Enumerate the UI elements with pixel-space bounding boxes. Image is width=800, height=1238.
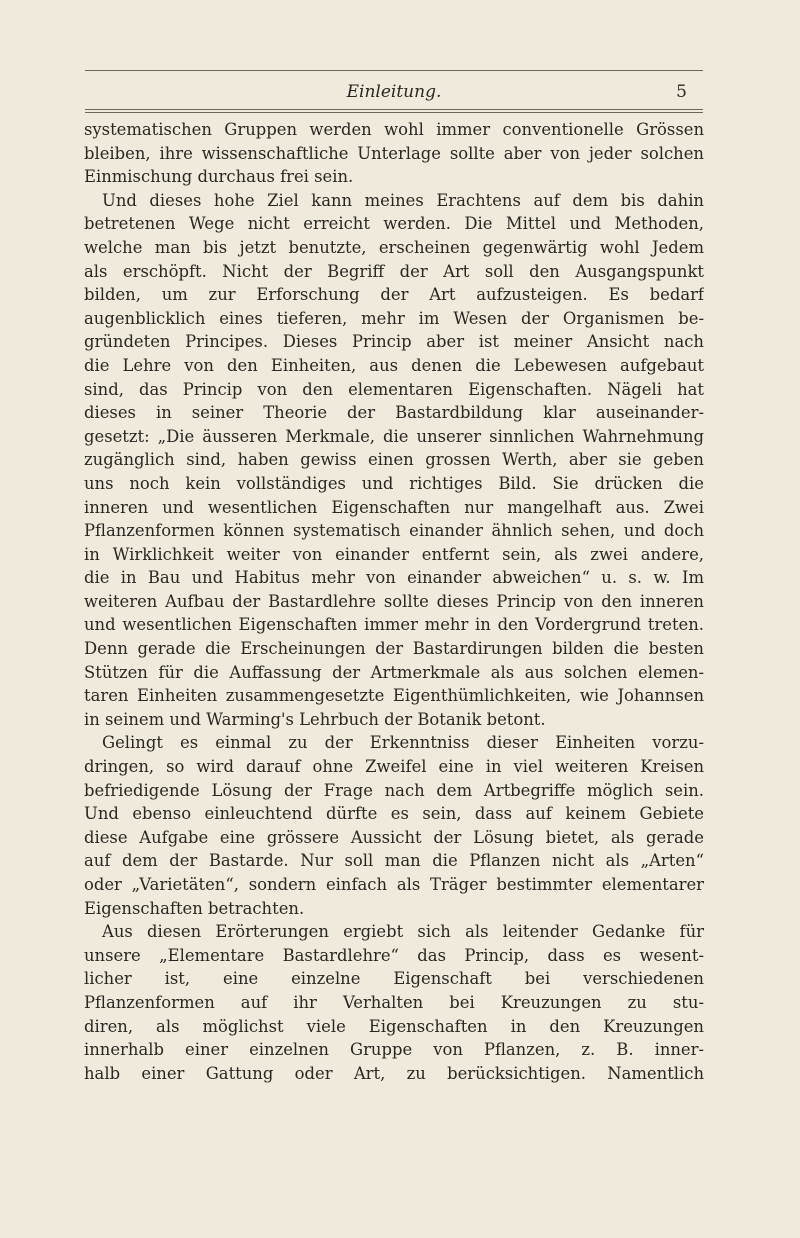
text-line: systematischen Gruppen werden wohl immer conventionelle Grössen (84, 120, 704, 139)
page-header (85, 78, 703, 106)
text-line: taren Einheiten zusammengesetzte Eigenthümlichkeiten, wie Johannsen (84, 686, 704, 706)
text-line: diese Aufgabe eine grössere Aussicht der Lösung bietet, als gerade (84, 827, 704, 847)
text-line: dieses in seiner Theorie der Bastardbildung klar auseinander- (84, 403, 704, 423)
text-line: bleiben, ihre wissenschaftliche Unterlage sollte aber von jeder solchen (84, 143, 704, 163)
text-line: und wesentlichen Eigenschaften immer mehr in den Vordergrund treten. (84, 615, 704, 635)
text-line: auf dem der Bastarde. Nur soll man die Pflanzen nicht als „Arten“ (84, 851, 704, 871)
header-top-rule (85, 70, 703, 71)
text-line: die in Bau und Habitus mehr von einander abweichen“ u. s. w. Im (84, 568, 704, 588)
text-line: befriedigende Lösung der Frage nach dem Artbegriffe möglich sein. (84, 780, 704, 800)
text-line: gesetzt: „Die äusseren Merkmale, die unserer sinnlichen Wahrnehmung (84, 426, 704, 446)
text-line: bilden, um zur Erforschung der Art aufzusteigen. Es bedarf (84, 285, 704, 305)
text-line: als erschöpft. Nicht der Begriff der Art soll den Ausgangspunkt (84, 261, 704, 281)
text-line: weiteren Aufbau der Bastardlehre sollte dieses Princip von den inneren (84, 591, 704, 611)
text-line: Pflanzenformen auf ihr Verhalten bei Kreuzungen zu stu- (84, 992, 704, 1012)
text-line: Gelingt es einmal zu der Erkenntniss dieser Einheiten vorzu- (102, 733, 704, 753)
text-line: diren, als möglichst viele Eigenschaften in den Kreuzungen (84, 1016, 704, 1036)
text-line: gründeten Principes. Dieses Princip aber ist meiner Ansicht nach (84, 332, 704, 352)
text-line: Und dieses hohe Ziel kann meines Erachtens auf dem bis dahin (102, 190, 704, 210)
text-line: Eigenschaften betrachten. (84, 898, 305, 918)
header-double-rule (85, 109, 703, 113)
text-line: unsere „Elementare Bastardlehre“ das Princip, dass es wesent- (84, 945, 704, 965)
text-line: Stützen für die Auffassung der Artmerkmale als aus solchen elemen- (84, 662, 704, 682)
text-line: Und ebenso einleuchtend dürfte es sein, dass auf keinem Gebiete (84, 804, 704, 824)
text-line: in seinem und Warming's Lehrbuch der Botanik betont. (84, 709, 546, 729)
text-line: Aus diesen Erörterungen ergiebt sich als leitender Gedanke für (102, 922, 704, 942)
text-line: inneren und wesentlichen Eigenschaften nur mangelhaft aus. Zwei (84, 497, 704, 517)
text-line: betretenen Wege nicht erreicht werden. Die Mittel und Methoden, (84, 214, 704, 234)
text-line: uns noch kein vollständiges und richtiges Bild. Sie drücken die (84, 473, 704, 493)
body-text (84, 118, 704, 1085)
text-line: halb einer Gattung oder Art, zu berücksichtigen. Namentlich (84, 1063, 704, 1083)
text-line: licher ist, eine einzelne Eigenschaft bei verschiedenen (84, 969, 704, 989)
text-line: Einmischung durchaus frei sein. (84, 167, 354, 187)
text-line: Pflanzenformen können systematisch einander ähnlich sehen, und doch (84, 521, 704, 541)
text-line: zugänglich sind, haben gewiss einen grossen Werth, aber sie geben (84, 450, 704, 470)
text-line: in Wirklichkeit weiter von einander entfernt sein, als zwei andere, (84, 544, 704, 564)
text-line: sind, das Princip von den elementaren Eigenschaften. Nägeli hat (84, 379, 704, 399)
page-number: 5 (676, 82, 687, 102)
text-line: oder „Varietäten“, sondern einfach als Träger bestimmter elementarer (84, 875, 704, 894)
text-line: dringen, so wird darauf ohne Zweifel eine in viel weiteren Kreisen (84, 757, 704, 777)
text-line: die Lehre von den Einheiten, aus denen die Lebewesen aufgebaut (84, 355, 704, 375)
running-title: Einleitung. (346, 82, 442, 102)
text-line: Denn gerade die Erscheinungen der Bastardirungen bilden die besten (84, 639, 704, 659)
text-line: welche man bis jetzt benutzte, erscheinen gegenwärtig wohl Jedem (84, 237, 704, 257)
text-line: innerhalb einer einzelnen Gruppe von Pflanzen, z. B. inner- (84, 1040, 704, 1060)
text-line: augenblicklich eines tieferen, mehr im Wesen der Organismen be- (84, 308, 704, 328)
